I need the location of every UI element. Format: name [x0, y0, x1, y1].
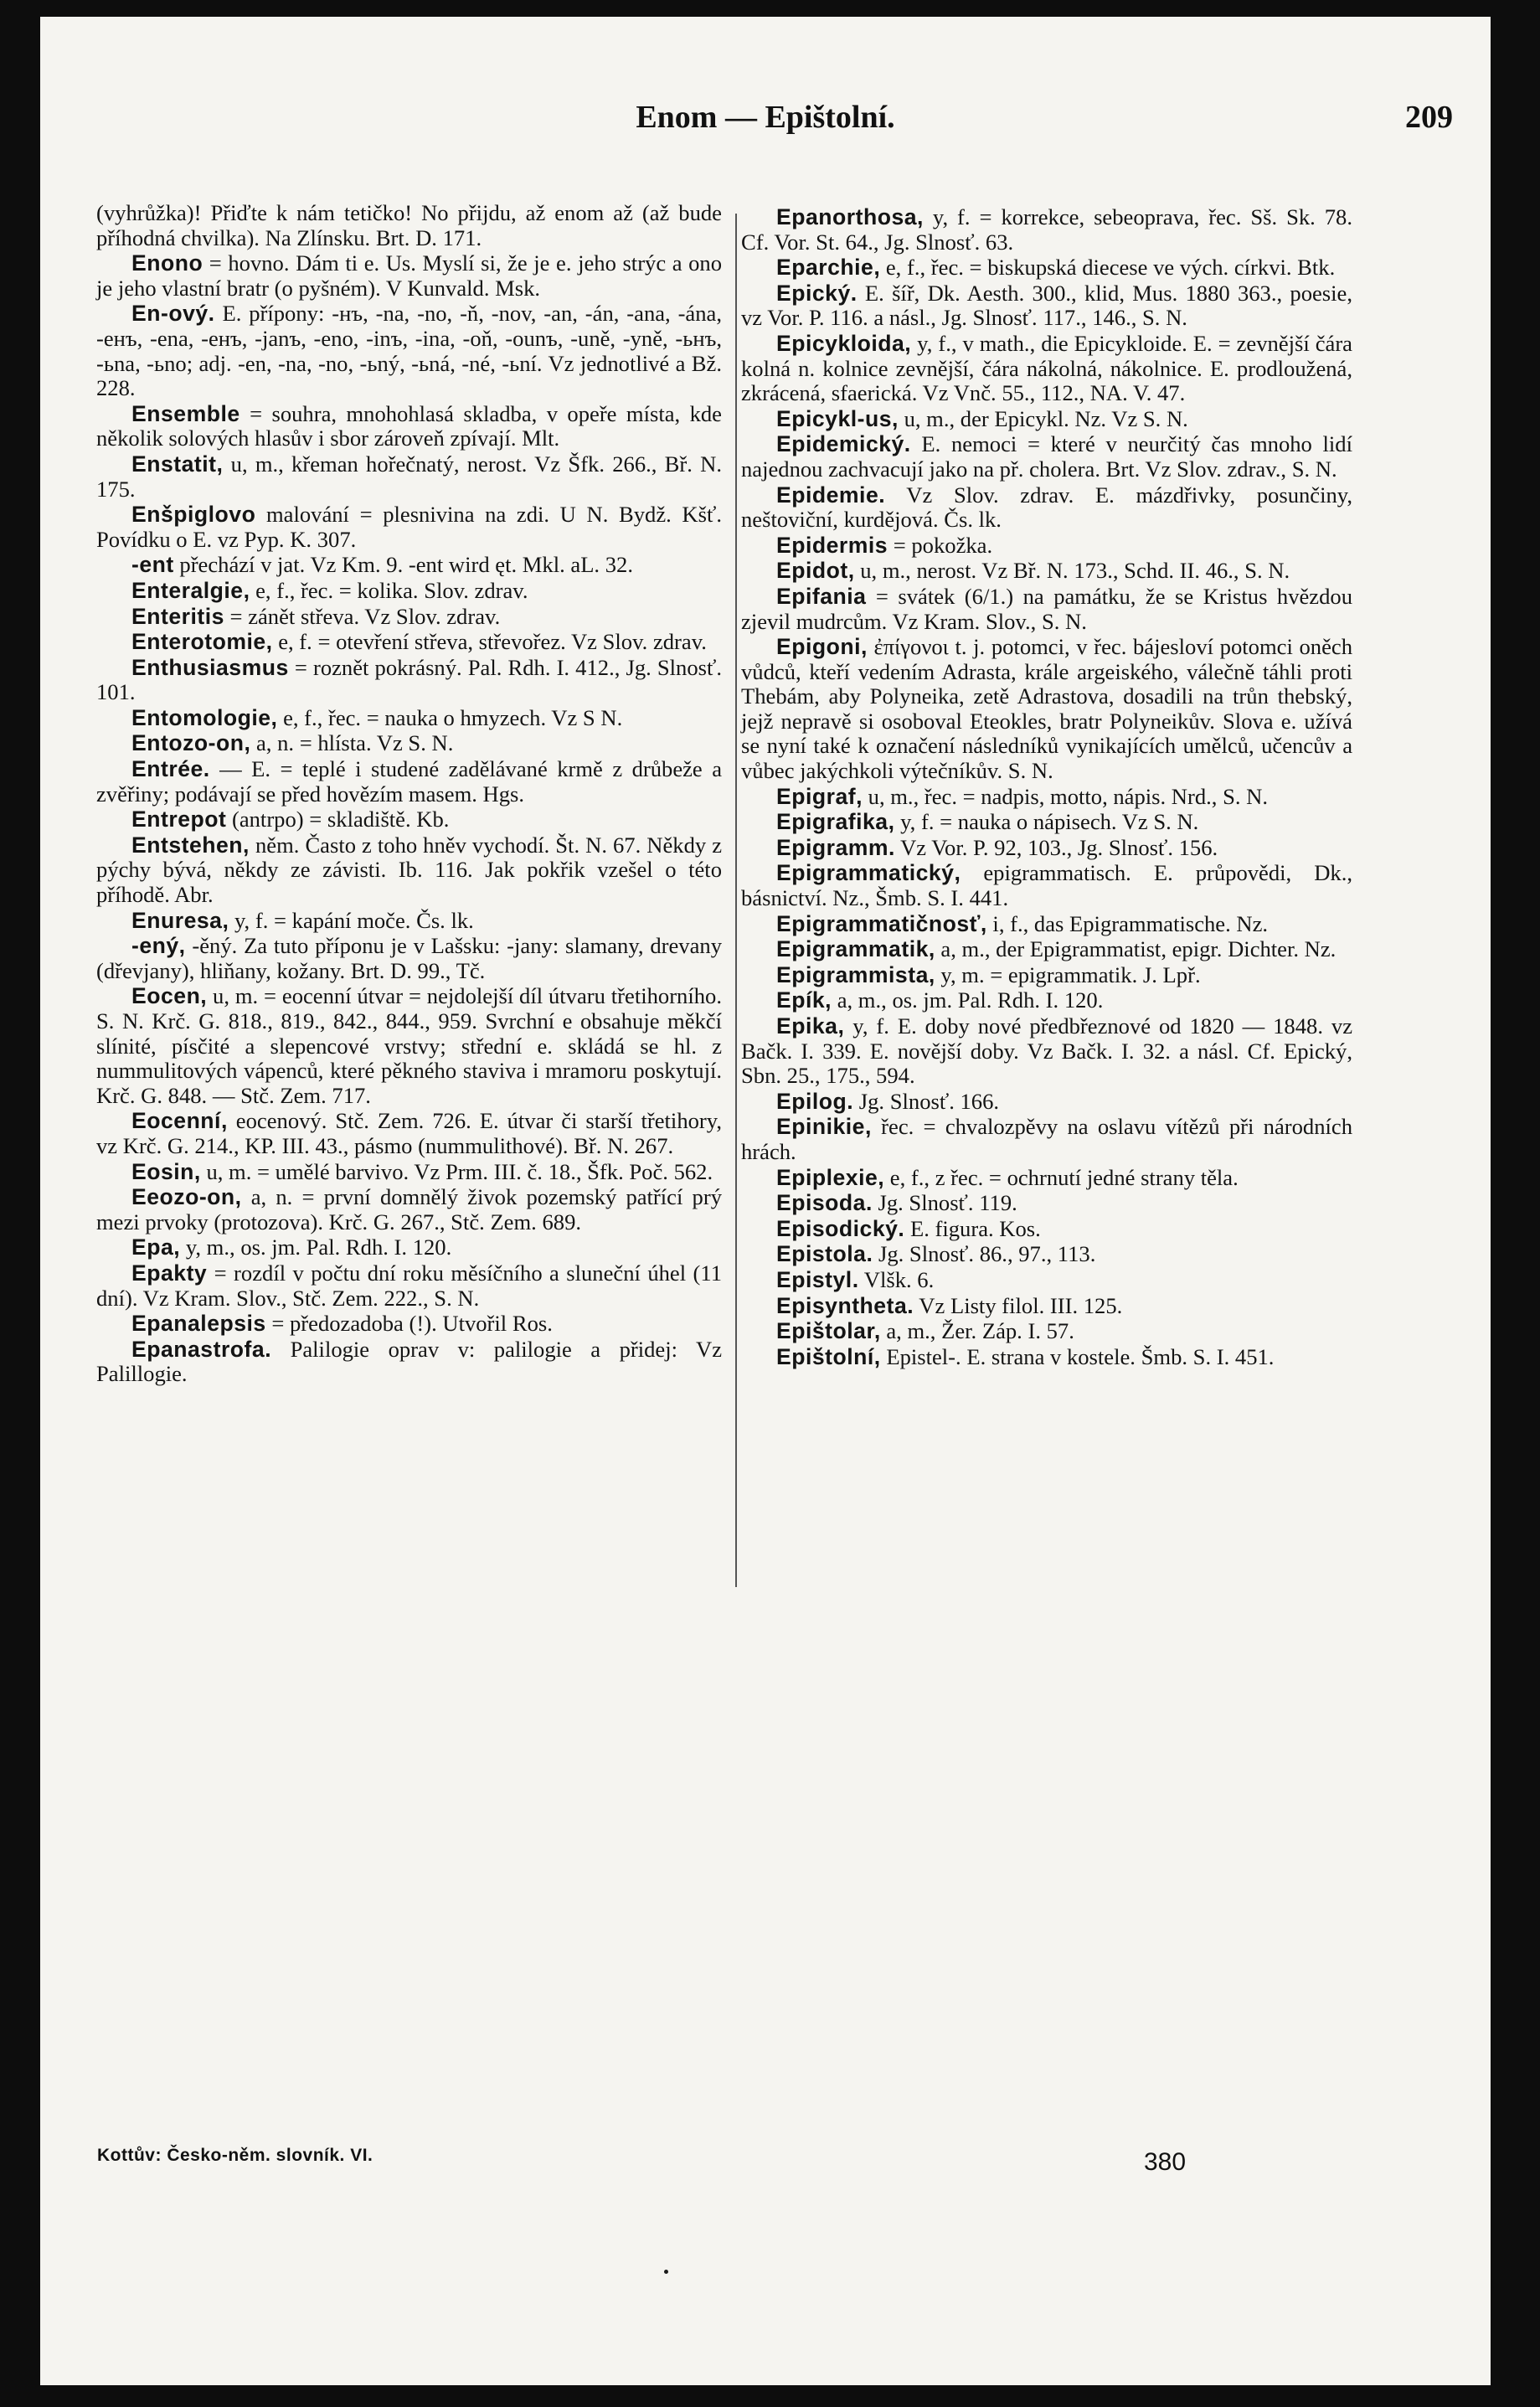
entry-headword: Enthusiasmus: [131, 654, 289, 680]
entry-headword: Epík,: [776, 987, 832, 1013]
dictionary-entry: [741, 533, 1352, 559]
entry-text: E. figura. Kos.: [904, 1215, 1041, 1241]
entry-text: E. přípony: -нъ, -na, -no, -ň, -nov, -an, -án, -ana, -ána, -енъ, -ena, -енъ, -janъ, -eno, -inъ, -ina, -oň, -ounъ, -uně, -yně, -ьнъ, -ьna, -ьno; adj. -en, -na, -no, -ьný, -ьná, -né, -ьní. Vz jednotlivé a Bž. 228.: [96, 301, 722, 401]
dictionary-entry: [741, 255, 1352, 281]
dictionary-entry: [96, 1109, 722, 1158]
dictionary-entry: [741, 332, 1352, 406]
left-column: [96, 201, 722, 1388]
dictionary-entry: [741, 1319, 1352, 1344]
entry-headword: Epigrammatický,: [776, 860, 961, 886]
entry-headword: Eocenní,: [131, 1108, 228, 1134]
entry-text: y, f. = nauka o nápisech. Vz S. N.: [894, 809, 1199, 835]
entry-headword: Episodický.: [776, 1215, 905, 1241]
entry-headword: Epidemický.: [776, 431, 911, 457]
dictionary-entry: [741, 963, 1352, 988]
entry-headword: Epika,: [776, 1013, 845, 1039]
entry-headword: Ensemble: [131, 400, 240, 426]
entry-text: y, m. = epigrammatik. J. Lpř.: [935, 961, 1201, 987]
dictionary-entry: [96, 1261, 722, 1311]
dictionary-entry: [741, 1115, 1352, 1164]
dictionary-page: [40, 17, 1491, 2385]
entry-headword: Eparchie,: [776, 255, 881, 281]
entry-text: (vyhrůžka)! Přiďte k nám tetičko! No přijdu, až enom až (až bude příhodná chvilka). Na Zlínsku. Brt. D. 171.: [96, 200, 722, 250]
dictionary-entry: [96, 757, 722, 807]
dictionary-entry: [96, 984, 722, 1108]
entry-text: -ěný. Za tuto příponu je v Lašsku: -jany: slamany, drevany (dřevjany), hliňany, kožany. Brt. D. 99., Tč.: [96, 933, 722, 983]
entry-headword: Episoda.: [776, 1190, 873, 1216]
entry-headword: Eosin,: [131, 1158, 201, 1184]
dictionary-entry: [741, 988, 1352, 1013]
page-number: 209: [1405, 100, 1453, 135]
entry-text: Vz Vor. P. 92, 103., Jg. Slnosť. 156.: [894, 834, 1218, 860]
dictionary-entry: [96, 909, 722, 934]
entry-headword: Epištolní,: [776, 1343, 881, 1369]
entry-headword: Entozo-on,: [131, 730, 251, 756]
entry-text: ἐπίγονοι t. j. potomci, v řec. bájesloví potomci oněch vůdců, kteří vedením Adrasta, krále argeiského, válečně táhli proti Thebám, aby Polyneika, zetě Adrastova, dosadili na trůn thebský, jejž nepravě si osoboval Eteokles, bratr Polyneikův. Slova e. užívá se nyní také k označení následníků vynikajících umělců, učencův a vůbec jakýchkoli výtečníkův. S. N.: [741, 634, 1352, 784]
dictionary-entry: [741, 432, 1352, 482]
dictionary-entry: [96, 731, 722, 756]
dictionary-entry: [96, 452, 722, 502]
entry-headword: Epistyl.: [776, 1266, 859, 1292]
entry-text: a, n. = hlísta. Vz S. N.: [250, 730, 454, 756]
dictionary-entry: [741, 1345, 1352, 1370]
entry-headword: Epigraf,: [776, 783, 863, 809]
dictionary-entry: [96, 706, 722, 731]
entry-text: a, m., der Epigrammatist, epigr. Dichter. Nz.: [935, 936, 1337, 962]
entry-text: Vlšk. 6.: [858, 1266, 935, 1292]
entry-text: u, m., der Epicykl. Nz. Vz S. N.: [898, 405, 1188, 431]
dictionary-entry: [741, 937, 1352, 962]
dictionary-entry: [96, 402, 722, 451]
entry-headword: Enteritis: [131, 603, 224, 629]
entry-headword: Epicykl-us,: [776, 405, 899, 431]
entry-text: e, f., řec. = nauka o hmyzech. Vz S N.: [277, 704, 623, 730]
entry-text: e, f., řec. = kolika. Slov. zdrav.: [250, 577, 528, 603]
entry-headword: Enuresa,: [131, 907, 229, 933]
entry-text: a, m., Žer. Záp. I. 57.: [880, 1318, 1074, 1344]
entry-text: y, f. = korrekce, sebeoprava, řec. Sš. Sk. 78. Cf. Vor. St. 64., Jg. Slnosť. 63.: [741, 204, 1352, 255]
dictionary-entry: [741, 810, 1352, 835]
dictionary-entry: [96, 1185, 722, 1234]
dictionary-entry: [96, 1312, 722, 1337]
dictionary-entry: [741, 785, 1352, 810]
entry-text: Palilogie oprav v: palilogie a přidej: Vz Palillogie.: [96, 1336, 722, 1387]
entry-text: e, f., řec. = biskupská diecese ve vých. církvi. Btk.: [880, 255, 1336, 281]
entry-headword: Epakty: [131, 1260, 208, 1286]
entry-text: Vz Slov. zdrav. E. mázdřivky, posunčiny, neštoviční, kurdějová. Čs. lk.: [741, 482, 1352, 533]
entry-text: eocenový. Stč. Zem. 726. E. útvar či starší třetihory, vz Krč. G. 214., KP. III. 43., pásmo (nummulithové). Bř. N. 267.: [96, 1108, 722, 1158]
dictionary-entry: [96, 807, 722, 832]
right-column: [741, 205, 1352, 1370]
printer-signature: Kottův: Česko-něm. slovník. VI.: [97, 2146, 373, 2165]
entry-text: E. šíř, Dk. Aesth. 300., klid, Mus. 1880 363., poesie, vz Vor. P. 116. a násl., Jg. Slnosť. 117., 146., S. N.: [741, 280, 1352, 331]
entry-text: y, f. E. doby nové předbřeznové od 1820 — 1848. vz Bačk. I. 339. E. novější doby. Vz Bačk. I. 32. a násl. Cf. Epický, Sbn. 25., 175., 594.: [741, 1013, 1352, 1089]
entry-text: y, m., os. jm. Pal. Rdh. I. 120.: [180, 1234, 452, 1260]
entry-headword: Epigoni,: [776, 634, 868, 660]
entry-text: = pokožka.: [888, 532, 993, 558]
dictionary-entry: [741, 281, 1352, 331]
ink-speck: [664, 2270, 668, 2274]
entry-headword: Epigrammatik,: [776, 936, 935, 962]
dictionary-entry: [96, 1235, 722, 1260]
entry-headword: Eocen,: [131, 983, 208, 1009]
dictionary-entry: [741, 836, 1352, 861]
dictionary-entry: [96, 1338, 722, 1387]
dictionary-entry: [741, 1268, 1352, 1293]
entry-text: u, m., nerost. Vz Bř. N. 173., Schd. II. 46., S. N.: [854, 558, 1290, 584]
entry-text: i, f., das Epigrammatische. Nz.: [986, 910, 1269, 936]
dictionary-entry: [741, 1166, 1352, 1191]
entry-text: u, m., křeman hořečnatý, nerost. Vz Šfk. 266., Bř. N. 175.: [96, 451, 722, 502]
entry-text: = roznět pokrásný. Pal. Rdh. I. 412., Jg. Slnosť. 101.: [96, 654, 722, 705]
dictionary-entry: [741, 585, 1352, 634]
entry-headword: Entrepot: [131, 807, 227, 832]
entry-text: a, n. = první domnělý živok pozemský patřící prý mezi prvoky (protozova). Krč. G. 267., Stč. Zem. 689.: [96, 1184, 722, 1234]
entry-headword: Epidemie.: [776, 482, 886, 508]
dictionary-entry: [741, 1242, 1352, 1267]
entry-text: — E. = teplé i studené zadělávané krmě z drůbeže a zvěřiny; podávají se před hovězím masem. Hgs.: [96, 756, 722, 807]
entry-text: a, m., os. jm. Pal. Rdh. I. 120.: [832, 987, 1104, 1013]
entry-text: u, m. = eocenní útvar = nejdolejší díl útvaru třetihorního. S. N. Krč. G. 818., 819., 842., 844., 959. Svrchní e obsahuje měkčí slínité, písčité a slepencové vrstvy; střední e. skládá se hl. z nummulitových vápenců, které pěkného staviva i mramoru poskytují. Krč. G. 848. — Stč. Zem. 717.: [96, 983, 722, 1108]
entry-headword: Enteralgie,: [131, 577, 250, 603]
entry-headword: Epanalepsis: [131, 1311, 266, 1337]
entry-headword: Epigrammatičnosť,: [776, 910, 987, 936]
entry-headword: Epigrafika,: [776, 809, 895, 835]
entry-headword: -ent: [131, 552, 174, 578]
running-head: Enom — Epištolní.: [636, 100, 895, 135]
dictionary-entry: [96, 630, 722, 655]
entry-text: = zánět střeva. Vz Slov. zdrav.: [224, 603, 501, 629]
page-header: [40, 17, 1491, 135]
entry-text: u, m., řec. = nadpis, motto, nápis. Nrd., S. N.: [863, 783, 1269, 809]
entry-text: epigrammatisch. E. průpovědi, Dk., básnictví. Nz., Šmb. S. I. 441.: [741, 860, 1352, 911]
entry-headword: Epistola.: [776, 1241, 873, 1267]
dictionary-entry: [741, 912, 1352, 937]
dictionary-entry: [96, 934, 722, 983]
entry-headword: Enšpiglovo: [131, 502, 256, 528]
dictionary-entry: [741, 1217, 1352, 1242]
dictionary-entry: [741, 1191, 1352, 1216]
entry-headword: Epigramm.: [776, 834, 895, 860]
entry-text: Epistel-. E. strana v kostele. Šmb. S. I. 451.: [880, 1343, 1275, 1369]
dictionary-entry: [741, 635, 1352, 784]
dictionary-entry: [96, 605, 722, 630]
entry-text: Vz Listy filol. III. 125.: [914, 1292, 1123, 1318]
column-divider: [735, 214, 737, 1587]
entry-text: Jg. Slnosť. 86., 97., 113.: [873, 1241, 1096, 1267]
entry-text: = svátek (6/1.) na památku, že se Kristus hvězdou zjevil mudrcům. Vz Kram. Slov., S. N.: [741, 583, 1352, 634]
entry-headword: Entstehen,: [131, 832, 250, 858]
entry-text: = rozdíl v počtu dní roku měsíčního a sluneční úhel (11 dní). Vz Kram. Slov., Stč. Zem. 222., S. N.: [96, 1260, 722, 1311]
dictionary-entry: [741, 1294, 1352, 1319]
entry-headword: Enstatit,: [131, 451, 224, 477]
entry-headword: Epidermis: [776, 532, 888, 558]
sheet-number: 380: [1144, 2148, 1187, 2176]
dictionary-entry: [96, 579, 722, 604]
dictionary-entry: [741, 861, 1352, 910]
entry-text: řec. = chvalozpěvy na oslavu vítězů při národních hrách.: [741, 1114, 1352, 1164]
entry-text: = hovno. Dám ti e. Us. Myslí si, že je e. jeho strýc a ono je jeho vlastní bratr (o pyšném). V Kunvald. Msk.: [96, 250, 722, 301]
dictionary-entry: [96, 656, 722, 705]
entry-headword: Episyntheta.: [776, 1292, 914, 1318]
entry-headword: Enono: [131, 250, 203, 276]
dictionary-entry: [741, 559, 1352, 584]
entry-text: Jg. Slnosť. 119.: [872, 1190, 1017, 1216]
entry-text: něm. Často z toho hněv vychodí. Št. N. 67. Někdy z pýchy bývá, někdy ze závisti. Ib. 116. Jak pokřik vzešel o této příhodě. Abr.: [96, 832, 722, 908]
dictionary-entry: [96, 1160, 722, 1185]
entry-headword: Epický.: [776, 280, 858, 306]
entry-headword: Epinikie,: [776, 1114, 872, 1140]
dictionary-entry: [96, 833, 722, 908]
entry-text: y, f., v math., die Epicykloide. E. = zevnější čára kolná n. kolnice zevnější, čára nákolná, nákolnice. E. prodloužená, zkrácená, sfaerická. Vz Vnč. 55., 112., NA. V. 47.: [741, 330, 1352, 406]
entry-headword: Epicykloida,: [776, 330, 912, 356]
entry-text: e, f., z řec. = ochrnutí jedné strany těla.: [884, 1164, 1239, 1190]
entry-headword: Epanastrofa.: [131, 1336, 272, 1362]
entry-headword: Epifania: [776, 583, 867, 609]
entry-text: u, m. = umělé barvivo. Vz Prm. III. č. 18., Šfk. Poč. 562.: [200, 1158, 713, 1184]
entry-text: malování = plesnivina na zdi. U N. Bydž. Kšť. Povídku o E. vz Pyp. K. 307.: [96, 502, 722, 552]
dictionary-entry: [741, 483, 1352, 533]
entry-headword: Epiplexie,: [776, 1164, 885, 1190]
dictionary-entry: [741, 1014, 1352, 1089]
entry-text: e, f. = otevření střeva, střevořez. Vz Slov. zdrav.: [272, 629, 707, 655]
entry-text: E. nemoci = které v neurčitý čas mnoho lidí najednou zachvacují jako na př. cholera. Brt. Vz Slov. zdrav., S. N.: [741, 431, 1352, 482]
entry-text: y, f. = kapání moče. Čs. lk.: [229, 907, 474, 933]
entry-headword: Epa,: [131, 1234, 181, 1260]
dictionary-entry: [96, 201, 722, 250]
dictionary-entry: [96, 302, 722, 400]
entry-text: = předozadoba (!). Utvořil Ros.: [265, 1311, 553, 1337]
dictionary-entry: [741, 205, 1352, 255]
dictionary-entry: [96, 251, 722, 301]
entry-headword: En-ový.: [131, 301, 215, 327]
entry-text: = souhra, mnohohlasá skladba, v opeře místa, kde několik solových hlasův i sbor zároveň zpívají. Mlt.: [96, 400, 722, 451]
entry-headword: Epidot,: [776, 558, 855, 584]
entry-text: Jg. Slnosť. 166.: [853, 1088, 1000, 1114]
entry-headword: Entrée.: [131, 756, 210, 782]
entry-headword: Enterotomie,: [131, 629, 273, 655]
dictionary-entry: [741, 1090, 1352, 1115]
entry-headword: Epištolar,: [776, 1318, 881, 1344]
entry-text: přechází v jat. Vz Km. 9. -ent wird ęt. Mkl. aL. 32.: [173, 552, 633, 578]
entry-headword: Epanorthosa,: [776, 204, 924, 229]
entry-headword: Eeozo-on,: [131, 1184, 242, 1210]
dictionary-entry: [96, 503, 722, 552]
entry-text: (antrpo) = skladiště. Kb.: [226, 807, 450, 832]
entry-headword: Entomologie,: [131, 704, 278, 730]
entry-headword: -ený,: [131, 933, 186, 959]
dictionary-entry: [741, 407, 1352, 432]
entry-headword: Epigrammista,: [776, 961, 935, 987]
dictionary-entry: [96, 553, 722, 578]
entry-headword: Epilog.: [776, 1088, 854, 1114]
